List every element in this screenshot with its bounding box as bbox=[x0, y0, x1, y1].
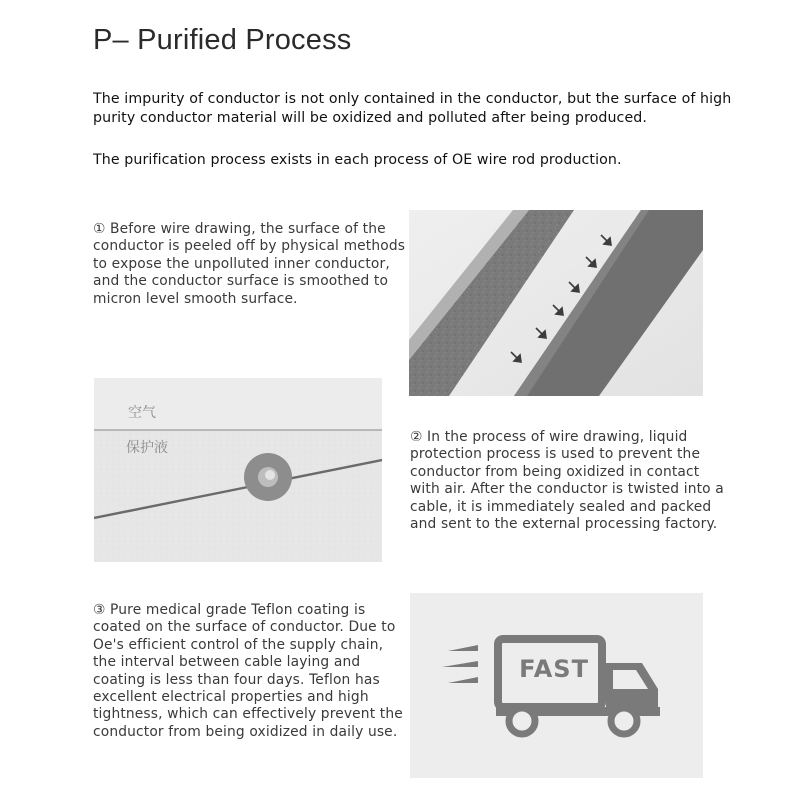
intro-text-2: The purification process exists in each process of OE wire rod production. bbox=[93, 152, 622, 168]
step-3-text: ③ Pure medical grade Teflon coating is coated on the surface of conductor. Due to Oe's efficient control of the supply chain, the interval between cable laying and coating is less than four days. Teflon has excellent electrical properties and high tightness, which can effectively prevent the conductor from being oxidized in daily use. bbox=[93, 602, 403, 740]
step-1 bbox=[93, 221, 411, 308]
step-1-text: ① Before wire drawing, the surface of the conductor is peeled off by physical methods to expose the unpolluted inner conductor, and the conductor surface is smoothed to micron level smooth surface. bbox=[93, 221, 406, 307]
intro-paragraph-1 bbox=[93, 90, 773, 128]
step-2-text: ② In the process of wire drawing, liquid protection process is used to prevent the conductor from being oxidized in contact with air. After the conductor is twisted into a cable, it is immediately sealed and packed and sent to the external processing factory. bbox=[410, 429, 724, 533]
step-3 bbox=[93, 602, 409, 741]
delivery-truck-icon bbox=[410, 593, 703, 778]
conductor-surface-image bbox=[409, 210, 703, 396]
page-title: P– Purified Process bbox=[93, 24, 352, 56]
speed-lines bbox=[442, 645, 478, 683]
liquid-label: 保护液 bbox=[126, 440, 168, 456]
liquid-protection-diagram bbox=[94, 378, 382, 562]
step-2 bbox=[410, 429, 730, 533]
fast-delivery-image bbox=[410, 593, 703, 778]
air-label: 空气 bbox=[128, 405, 156, 421]
intro-paragraph-2 bbox=[93, 151, 773, 170]
intro-text-1: The impurity of conductor is not only contained in the conductor, but the surface of high purity conductor material will be oxidized and polluted after being produced. bbox=[93, 91, 732, 126]
fast-label: FAST bbox=[519, 655, 589, 683]
